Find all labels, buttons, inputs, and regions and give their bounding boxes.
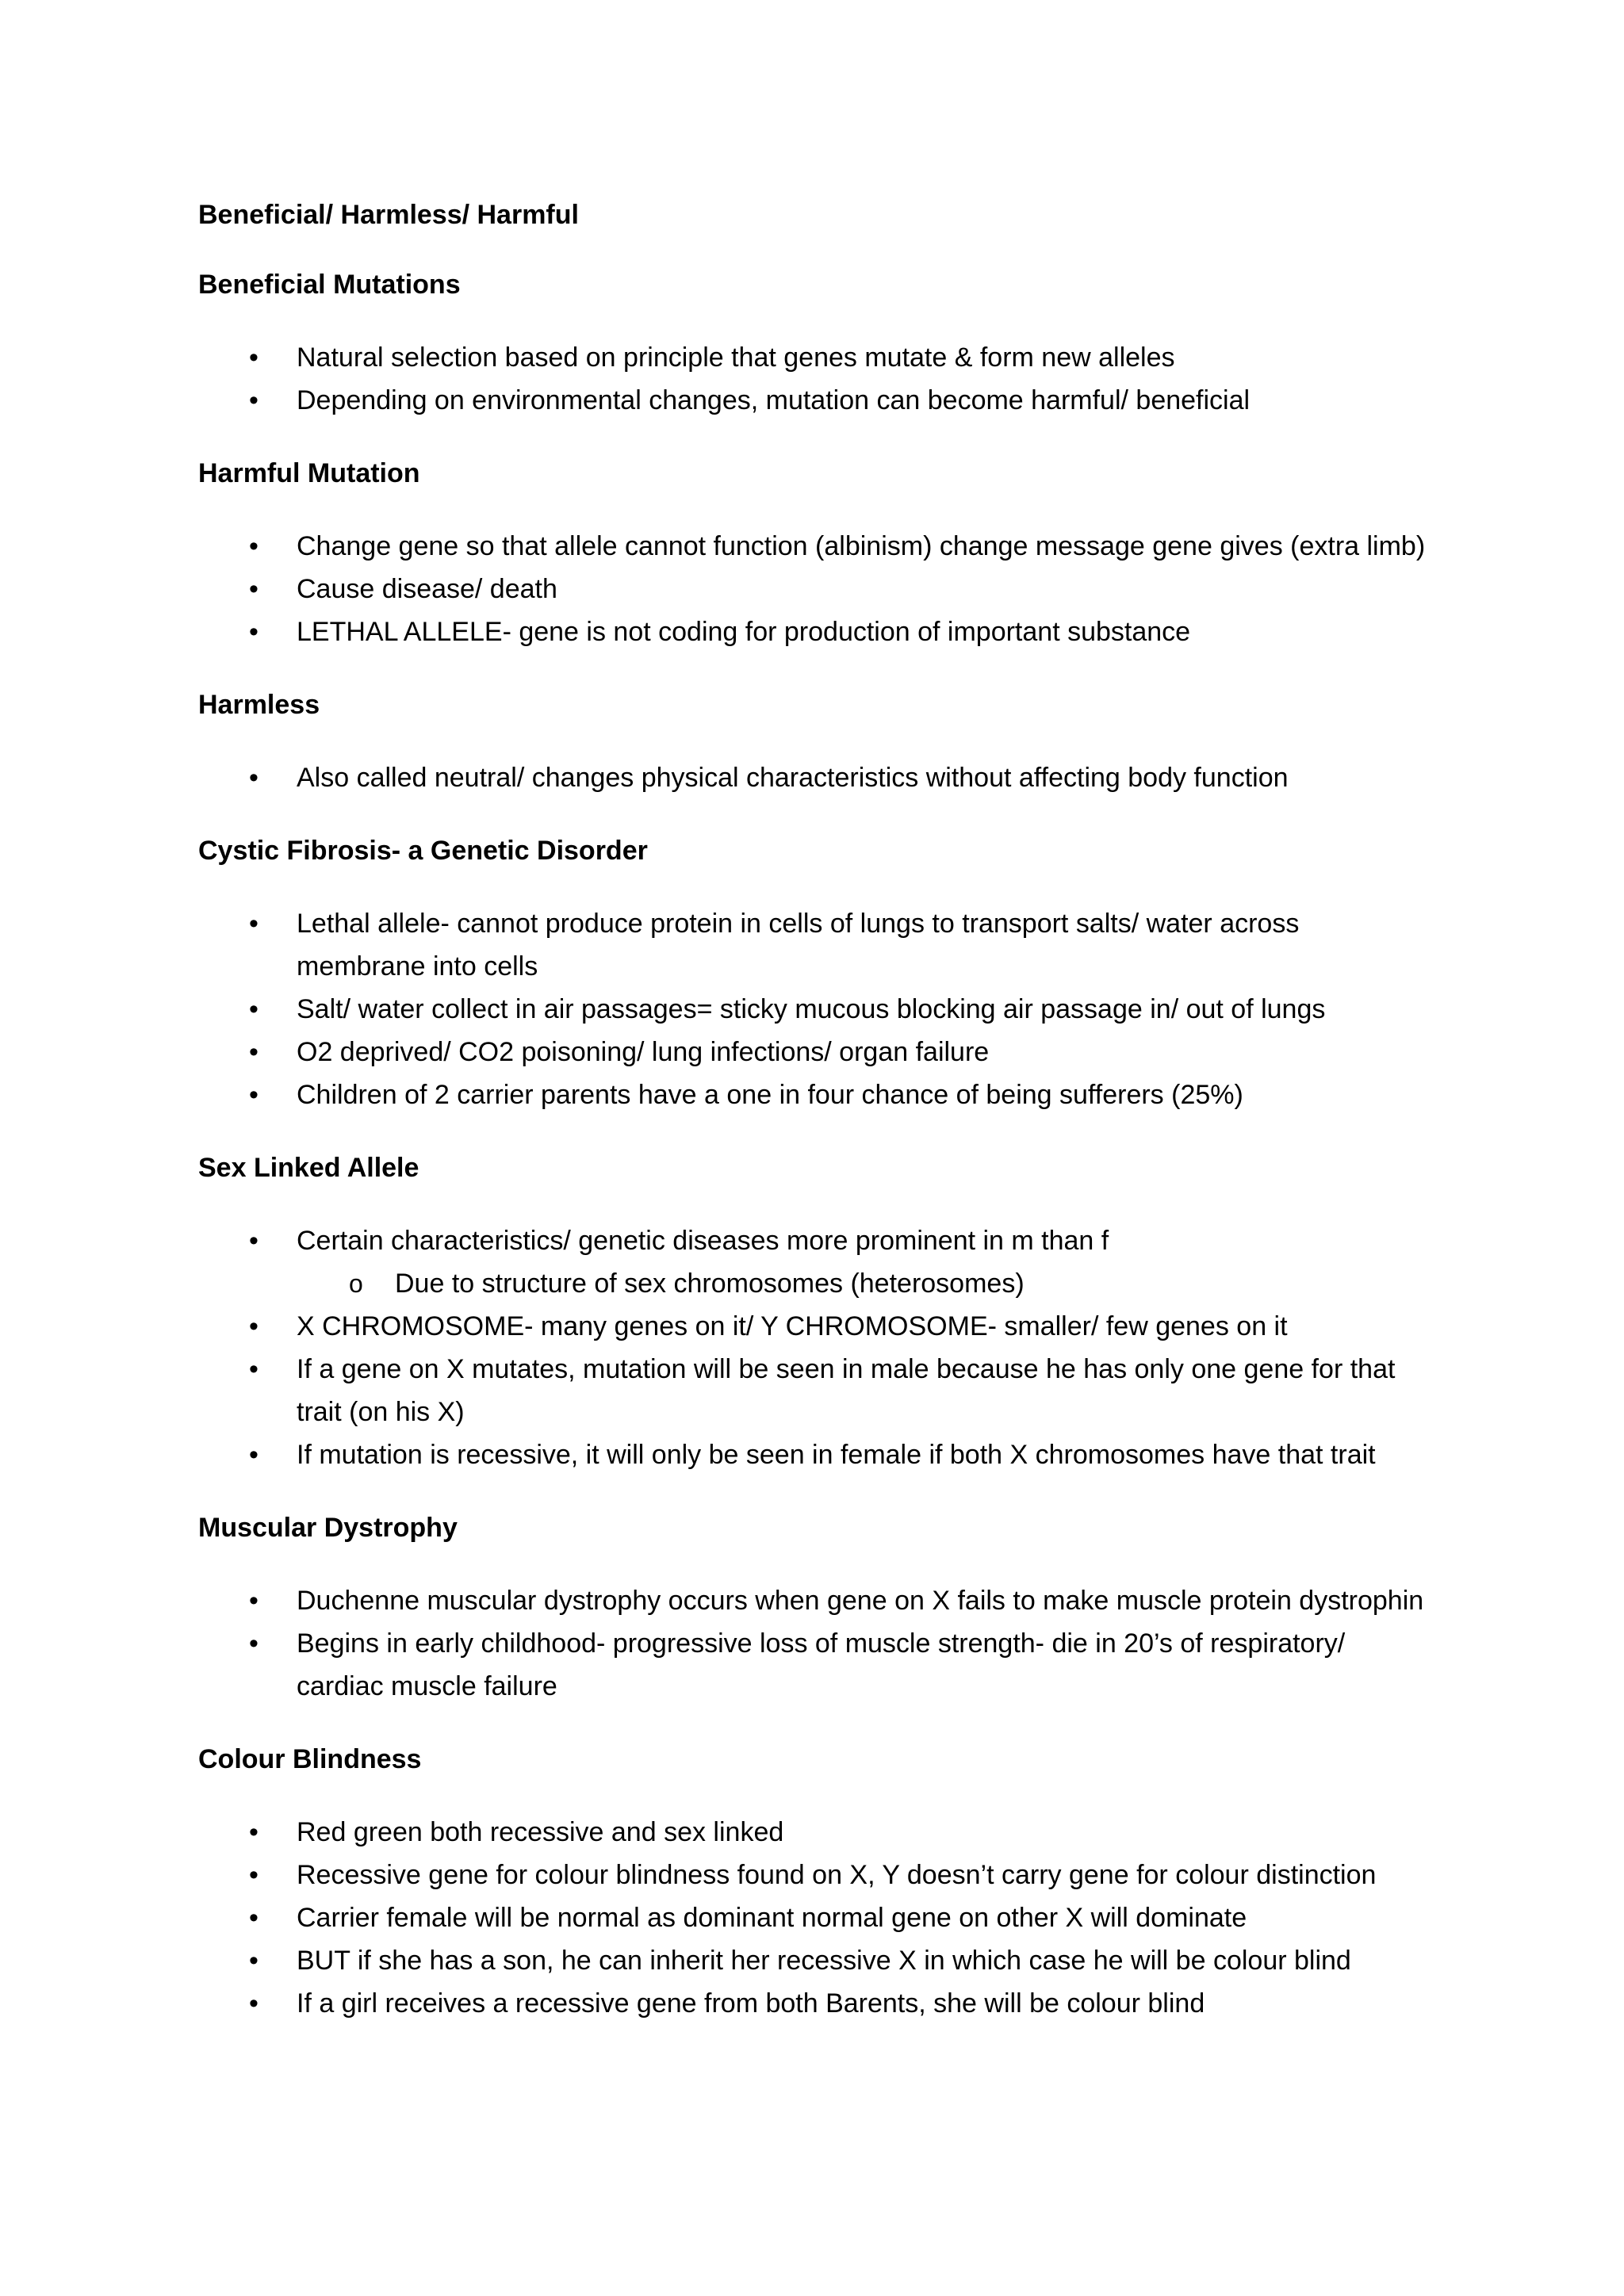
list-item: • Natural selection based on principle that genes mutate & form new alleles [198, 336, 1435, 379]
section-heading-sex-linked: Sex Linked Allele [198, 1153, 419, 1183]
list-item: • X CHROMOSOME- many genes on it/ Y CHROMOSOME- smaller/ few genes on it [198, 1305, 1435, 1348]
sub-list-item: o Due to structure of sex chromosomes (heterosomes) [297, 1262, 1435, 1305]
section-heading-colour-blindness: Colour Blindness [198, 1744, 422, 1774]
list-item-text: Certain characteristics/ genetic diseases more prominent in m than f [297, 1226, 1109, 1256]
section-heading-cystic-fibrosis: Cystic Fibrosis- a Genetic Disorder [198, 836, 648, 866]
section-heading-main: Beneficial/ Harmless/ Harmful [198, 200, 579, 230]
list-item: • If a girl receives a recessive gene from both Barents, she will be colour blind [198, 1982, 1435, 2025]
list-item: • BUT if she has a son, he can inherit her recessive X in which case he will be colour blind [198, 1939, 1435, 1982]
document-page [198, 197, 1435, 2058]
list-item: • If a gene on X mutates, mutation will be seen in male because he has only one gene for that trait (on his X) [198, 1348, 1435, 1433]
list-item: • Change gene so that allele cannot function (albinism) change message gene gives (extra limb) [198, 525, 1435, 568]
section-heading-beneficial: Beneficial Mutations [198, 270, 461, 300]
section-heading-harmful: Harmful Mutation [198, 458, 420, 488]
list-item: • If mutation is recessive, it will only be seen in female if both X chromosomes have that trait [198, 1433, 1435, 1476]
list-item: • Carrier female will be normal as dominant normal gene on other X will dominate [198, 1896, 1435, 1939]
list-item: • O2 deprived/ CO2 poisoning/ lung infections/ organ failure [198, 1031, 1435, 1073]
list-item: • Cause disease/ death [198, 568, 1435, 610]
sex-linked-list [198, 1219, 1435, 1476]
beneficial-list [198, 336, 1435, 422]
section-heading-muscular-dystrophy: Muscular Dystrophy [198, 1513, 458, 1543]
section-heading-harmless: Harmless [198, 690, 320, 720]
list-item: • Lethal allele- cannot produce protein in cells of lungs to transport salts/ water across membrane into cells [198, 902, 1435, 988]
list-item: • Children of 2 carrier parents have a one in four chance of being sufferers (25%) [198, 1073, 1435, 1116]
list-item: • Red green both recessive and sex linked [198, 1811, 1435, 1854]
harmless-list [198, 756, 1435, 799]
list-item: • Also called neutral/ changes physical characteristics without affecting body function [198, 756, 1435, 799]
list-item: • Duchenne muscular dystrophy occurs when gene on X fails to make muscle protein dystrophin [198, 1579, 1435, 1622]
harmful-list [198, 525, 1435, 653]
list-item: • Begins in early childhood- progressive loss of muscle strength- die in 20’s of respiratory/ cardiac muscle failure [198, 1622, 1435, 1708]
cystic-fibrosis-list [198, 902, 1435, 1116]
muscular-dystrophy-list [198, 1579, 1435, 1708]
list-item: • Salt/ water collect in air passages= sticky mucous blocking air passage in/ out of lungs [198, 988, 1435, 1031]
list-item: • Recessive gene for colour blindness found on X, Y doesn’t carry gene for colour distinction [198, 1854, 1435, 1896]
list-item [198, 1219, 1435, 1305]
colour-blindness-list [198, 1811, 1435, 2025]
list-item: • Depending on environmental changes, mutation can become harmful/ beneficial [198, 379, 1435, 422]
list-item: • LETHAL ALLELE- gene is not coding for production of important substance [198, 610, 1435, 653]
sub-list [297, 1262, 1435, 1305]
